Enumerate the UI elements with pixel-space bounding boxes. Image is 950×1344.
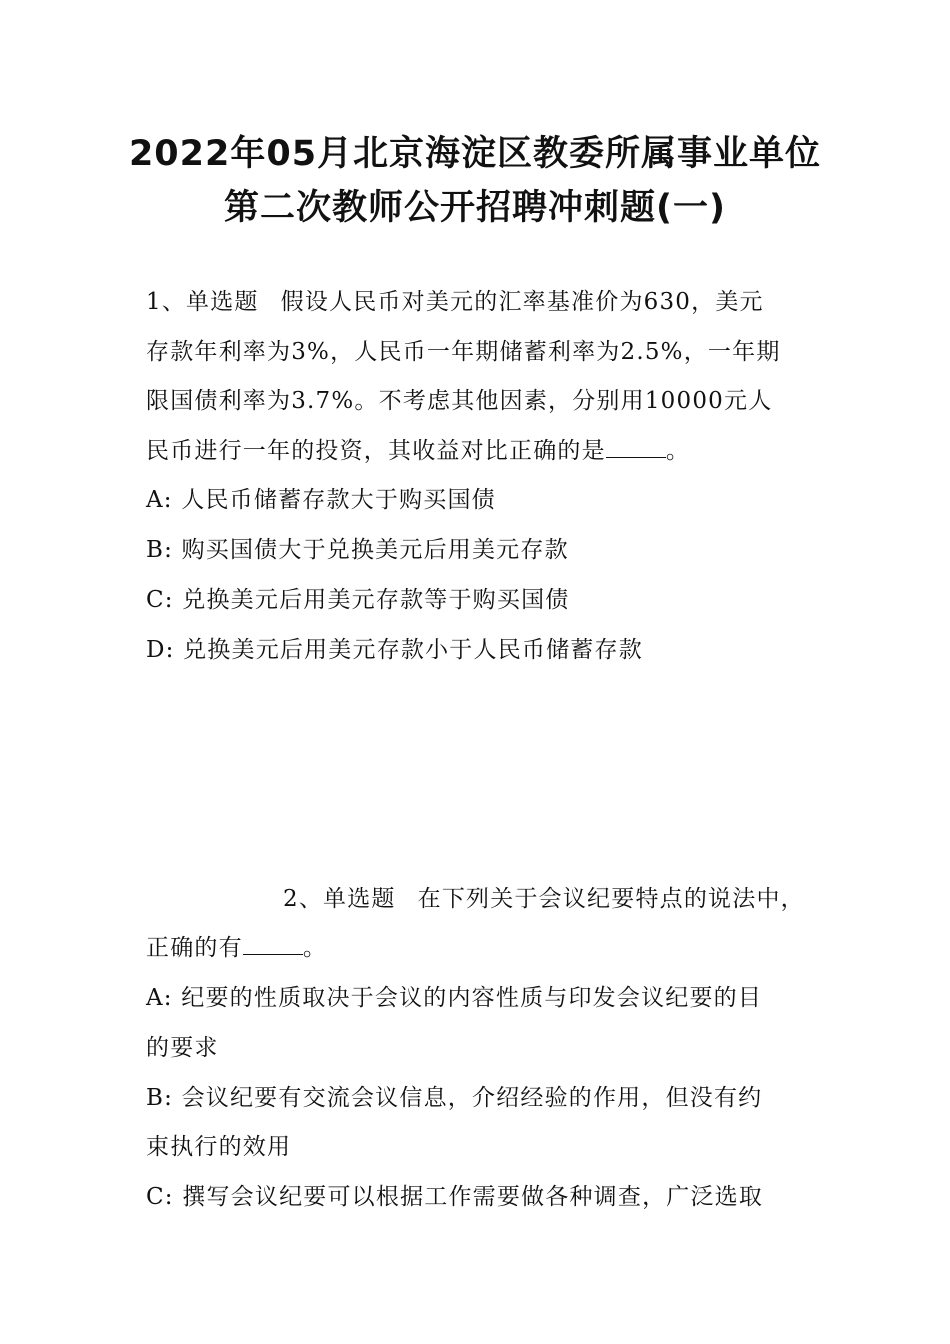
question-2-option-c[interactable]	[146, 1181, 763, 1213]
option-text: 人民币储蓄存款大于购买国债	[181, 487, 496, 513]
option-text: 纪要的性质取决于会议的内容性质与印发会议纪要的目	[181, 985, 763, 1011]
option-label: D:	[146, 637, 175, 663]
question-2-line-2	[146, 932, 327, 964]
document-title-line-1: 2022年05月北京海淀区教委所属事业单位	[128, 134, 822, 174]
answer-blank	[243, 934, 303, 955]
option-text: 兑换美元后用美元存款小于人民币储蓄存款	[183, 637, 643, 663]
question-1-line-1	[146, 286, 764, 318]
option-text: 兑换美元后用美元存款等于购买国债	[182, 587, 570, 613]
question-2-option-a-continued: 的要求	[146, 1035, 219, 1061]
option-label: A:	[146, 985, 173, 1011]
option-label: B:	[146, 1085, 174, 1111]
question-1-number: 1、单选题	[146, 289, 259, 315]
question-1-text-line-1: 假设人民币对美元的汇率基准价为630，美元	[280, 289, 764, 315]
question-1-line-4	[146, 435, 690, 467]
question-2-option-a[interactable]	[146, 982, 762, 1014]
option-label: C:	[146, 587, 174, 613]
question-1-option-c[interactable]	[146, 584, 569, 616]
document-title-line-2: 第二次教师公开招聘冲刺题(一)	[224, 188, 726, 228]
question-1-option-d[interactable]	[146, 634, 643, 666]
answer-blank	[606, 437, 666, 458]
question-2-line-1	[283, 883, 805, 915]
question-2-number: 2、单选题	[283, 886, 396, 912]
option-text: 会议纪要有交流会议信息，介绍经验的作用，但没有约	[181, 1085, 763, 1111]
option-label: C:	[146, 1184, 174, 1210]
option-text: 购买国债大于兑换美元后用美元存款	[181, 537, 569, 563]
question-1-text-line-3: 限国债利率为3.7%。不考虑其他因素，分别用10000元人	[146, 388, 773, 414]
question-1-option-a[interactable]	[146, 484, 496, 516]
question-2-period: 。	[302, 935, 328, 961]
question-1-text-line-4: 民币进行一年的投资，其收益对比正确的是	[146, 438, 606, 464]
question-2-option-b-continued: 束执行的效用	[146, 1134, 292, 1160]
question-2-option-b[interactable]	[146, 1082, 762, 1114]
question-1-text-line-2: 存款年利率为3%，人民币一年期储蓄利率为2.5%，一年期	[146, 339, 781, 365]
question-2-text-line-1: 在下列关于会议纪要特点的说法中，	[417, 886, 805, 912]
option-text: 撰写会议纪要可以根据工作需要做各种调查，广泛选取	[182, 1184, 764, 1210]
option-label: A:	[146, 487, 173, 513]
question-1-option-b[interactable]	[146, 534, 569, 566]
question-1-period: 。	[665, 438, 691, 464]
question-2-text-line-2: 正确的有	[146, 935, 243, 961]
option-label: B:	[146, 537, 174, 563]
